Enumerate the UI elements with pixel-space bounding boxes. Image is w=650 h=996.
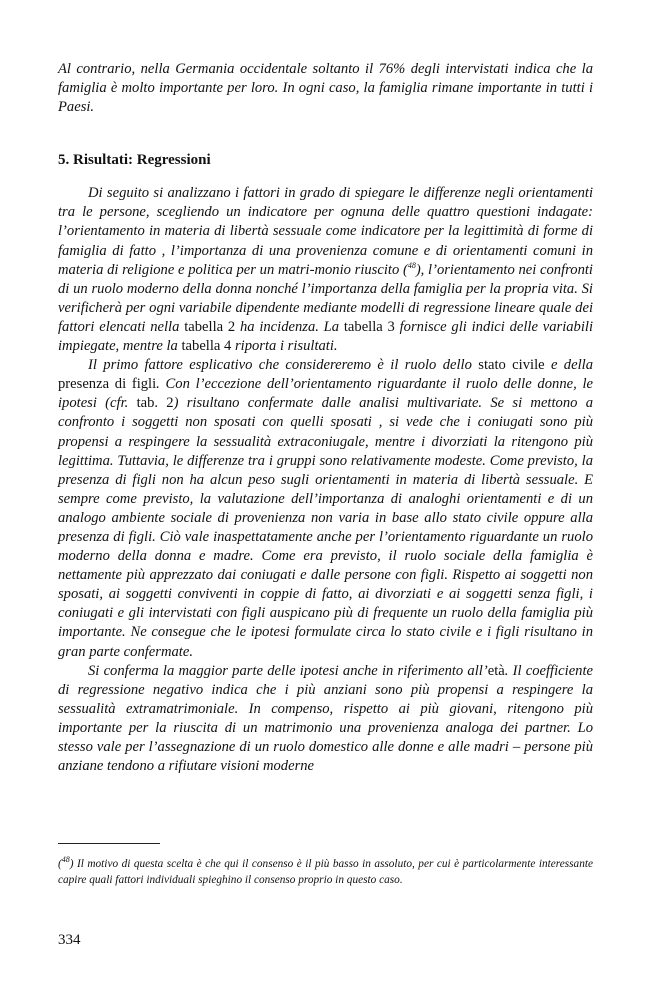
footnote-mark: 48: [61, 855, 70, 865]
table-4-ref: tabella 4: [181, 338, 232, 355]
footnote-ref[interactable]: 48: [407, 260, 416, 270]
table-3-ref: tabella 3: [343, 318, 395, 335]
footnote-divider: [58, 843, 160, 844]
p1-text-e: riporta i risultati.: [231, 338, 338, 355]
tab-2-ref: tab. 2: [136, 395, 174, 412]
presenza-figli-term: presenza di figli: [58, 376, 157, 393]
table-2-ref: tabella 2: [184, 318, 236, 335]
p1-text-d: fornisce gli indici delle variabili impiegate, mentre la: [58, 318, 594, 355]
p3-text-a: Si conferma la maggior parte delle ipotesi anche in riferimento all’: [88, 662, 488, 679]
paragraph-3: [58, 662, 593, 777]
footnote: [58, 856, 593, 888]
p1-text-a: Di seguito si analizzano i fattori in grado di spiegare le differenze negli orientamenti tra le persone, scegliendo un indicatore per ognuna delle quattro questioni indagate: l’orientamento in materia di libertà sessuale come indicatore per la legittimità di forme di famiglia di fatto , l’importanza di una provenienza comune e di orientamenti comuni in materia di religione e politica per un matri-monio riuscito (: [58, 185, 593, 278]
p3-text-b: . Il coefficiente di regressione negativo indica che i più anziani sono più propensi a respingere la sessualità extramatrimoniale. In compenso, rispetto ai più giovani, ritengono più importante per la riuscita di un matrimonio una provenienza analoga dei partner. Lo stesso vale per l’assegnazione di un ruolo domestico alle donne e alle madri – persone più anziane tendono a rifiutare visioni moderne: [58, 662, 593, 775]
footnote-text: Il motivo di questa scelta è che qui il consenso è il più basso in assoluto, per cui è particolarmente interessante capire quali fattori individuali spieghino il consenso proprio in questo caso.: [58, 858, 593, 887]
stato-civile-term: stato civile: [478, 357, 545, 374]
section-heading: 5. Risultati: Regressioni: [58, 152, 211, 169]
footnote-mark-open: (: [58, 858, 62, 870]
eta-term: età: [487, 662, 505, 679]
p1-text-c: ha incidenza. La: [235, 318, 344, 335]
p2-text-b: e della: [544, 357, 593, 374]
intro-paragraph: Al contrario, nella Germania occidentale soltanto il 76% degli intervistati indica che la famiglia è molto importante per loro. In ogni caso, la famiglia rimane importante in tutti i Paesi.: [58, 61, 593, 116]
paragraph-2: [58, 356, 593, 662]
p1-text-b: ), l’orientamento nei confronti di un ruolo moderno della donna nonché l’importanza della famiglia per la propria vita. Si verificherà per ogni variabile dipendente mediante modelli di regressione lineare quale dei fattori elencati nella: [58, 261, 593, 335]
page-body: [58, 60, 593, 776]
p2-text-c: . Con l’eccezione dell’orientamento riguardante il ruolo delle donne, le ipotesi (cfr.: [58, 376, 593, 412]
p2-text-a: Il primo fattore esplicativo che considereremo è il ruolo dello: [88, 357, 479, 374]
paragraph-1: [58, 184, 593, 356]
page-number: 334: [58, 932, 81, 948]
p2-text-d: ) risultano confermate dalle analisi multivariate. Se si mettono a confronto i soggetti non sposati con quelli sposati , si vede che i coniugati sono più propensi a respingere la sessualità extraconiugale, mentre i divorziati la ritengono più legittima. Tuttavia, le differenze tra i gruppi sono relativamente modeste. Come previsto, la presenza di figli non ha alcun peso sugli orientamenti in materia di libertà sessuale. E sempre come previsto, la valutazione dell’importanza di analoghi orientamenti e di un analogo ambiente sociale di provenienza non varia in base allo stato civile oppure alla presenza di figli. Ciò vale inaspettatamente anche per l’orientamento riguardante un ruolo moderno della donna e madre. Come era previsto, il ruolo sociale della famiglia è nettamente più apprezzato dai coniugati e dalle persone con figli. Rispetto ai soggetti non sposati, ai soggetti conviventi in coppie di fatto, ai divorziati e ai soggetti senza figli, i coniugati e gli intervistati con figli auspicano più di frequente un ruolo della famiglia più importante. Ne consegue che le ipotesi formulate circa lo stato civile e i figli risultano in gran parte confermate.: [58, 395, 593, 660]
footnote-mark-close: ): [69, 858, 74, 870]
